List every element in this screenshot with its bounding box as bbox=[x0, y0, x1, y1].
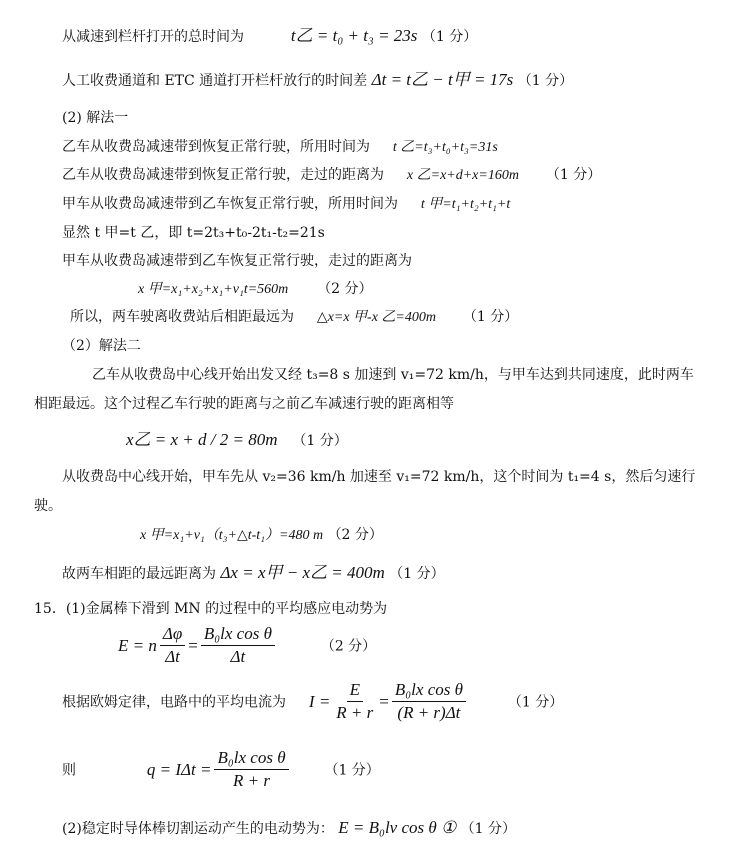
score: （1 分） bbox=[517, 73, 574, 89]
line-jia-distance-text: 甲车从收费岛减速带到乙车恢复正常行驶，走过的距离为 bbox=[62, 253, 412, 269]
text: 根据欧姆定律，电路中的平均电流为 bbox=[62, 694, 286, 711]
score: （1 分） bbox=[421, 29, 478, 45]
equation: x 甲=x₁+v₁（t₃+△t-t₁）=480 m bbox=[140, 528, 324, 543]
text: 所以，两车驶离收费站后相距最远为 bbox=[70, 309, 294, 325]
score: （1 分） bbox=[389, 566, 445, 582]
text: 人工收费通道和 ETC 通道打开栏杆放行的时间差 bbox=[62, 73, 368, 89]
paragraph-method2-line2: 相距最远。这个过程乙车行驶的距离与之前乙车减速行驶的距离相等 bbox=[34, 396, 454, 412]
line-steady-emf bbox=[62, 818, 516, 838]
text: 甲车从收费岛减速带到乙车恢复正常行驶，所用时间为 bbox=[62, 196, 398, 212]
question-15-heading: 15．(1)金属棒下滑到 MN 的过程中的平均感应电动势为 bbox=[34, 601, 388, 617]
equation: Δx = x甲 − x乙 = 400m bbox=[220, 563, 385, 582]
paragraph-jia-line1: 从收费岛中心线开始，甲车先从 v₂=36 km/h 加速至 v₁=72 km/h，这个时间为 t₁=4 s，然后匀速行 bbox=[62, 469, 696, 485]
equation: x乙 = x + d / 2 = 80m bbox=[126, 430, 278, 449]
fraction: $\frac{\text{B₀lx cos θ}}{\Delta t}$ bbox=[201, 624, 275, 668]
text: 则 bbox=[62, 762, 76, 779]
equation: △x=x 甲-x 乙=400m bbox=[316, 310, 436, 325]
equation: Δt = t乙 − t甲 = 17s bbox=[371, 70, 514, 89]
line-yi-time bbox=[62, 139, 498, 157]
text: 乙车从收费岛减速带到恢复正常行驶，走过的距离为 bbox=[62, 167, 384, 183]
equation: t 乙=t₃+t₀+t₃=31s bbox=[392, 140, 498, 155]
score: （1 分） bbox=[324, 762, 380, 779]
score: （1 分） bbox=[507, 694, 564, 711]
text: (2)稳定时导体棒切割运动产生的电动势为： bbox=[62, 821, 334, 837]
text: 乙车从收费岛减速带到恢复正常行驶，所用时间为 bbox=[62, 139, 370, 155]
equation-lhs: E = n bbox=[118, 635, 157, 655]
score: （2 分） bbox=[317, 281, 373, 297]
text: 从减速到栏杆打开的总时间为 bbox=[62, 29, 244, 45]
score: （1 分） bbox=[545, 167, 602, 183]
fraction: $\frac{\Delta\varphi}{\Delta t}$ bbox=[160, 624, 185, 668]
equation: t 甲=t₁+t₂+t₁+t bbox=[420, 197, 511, 212]
equation: x 甲=x₁+x₂+x₁+v₁t=560m bbox=[138, 282, 289, 297]
equation: x 乙=x+d+x=160m bbox=[406, 168, 519, 183]
line-charge: 则 q = IΔt = $\frac{\text{B₀lx cos θ}}{R + r}$ （1 分） bbox=[62, 748, 380, 791]
fraction: $\frac{E}{R + r}$ bbox=[336, 680, 374, 723]
line-time-diff bbox=[62, 70, 573, 90]
line-yi-distance bbox=[62, 167, 601, 185]
score: （2 分） bbox=[327, 527, 383, 543]
equation: E = B₀lv cos θ ① bbox=[338, 818, 457, 837]
text: 故两车相距的最远距离为 bbox=[62, 566, 216, 582]
fraction: $\frac{\text{B₀lx cos θ}}{R + r}$ bbox=[214, 748, 288, 792]
line-jia-distance-eq bbox=[138, 281, 373, 299]
paragraph-method2-line1: 乙车从收费岛中心线开始出发又经 t₃=8 s 加速到 v₁=72 km/h，与甲车达到共同速度，此时两车 bbox=[92, 367, 694, 383]
equation-emf: E = n $\frac{\Delta\varphi}{\Delta t}$ = $\frac{\text{B₀lx cos θ}}{\Delta t}$ （2 分） bbox=[118, 624, 377, 667]
score: （1 分） bbox=[292, 433, 348, 449]
line-max-distance-2 bbox=[62, 563, 445, 583]
line-jia-eq bbox=[140, 527, 383, 545]
line-total-time bbox=[62, 26, 477, 46]
section-heading-method1: (2) 解法一 bbox=[62, 110, 129, 126]
line-ohm-law: 根据欧姆定律，电路中的平均电流为 I = $\frac{E}{R + r}$ = $\frac{\text{B₀lx cos θ}}{(R + r)\Delta t}$ （1 分） bbox=[62, 680, 564, 723]
line-yi-distance-eq bbox=[126, 430, 348, 450]
paragraph-jia-line2: 驶。 bbox=[34, 498, 62, 514]
fraction: $\frac{\text{B₀lx cos θ}}{(R + r)\Delta t}$ bbox=[392, 680, 466, 724]
line-jia-time bbox=[62, 196, 510, 214]
score: （1 分） bbox=[460, 821, 517, 837]
score: （1 分） bbox=[462, 309, 519, 325]
line-max-distance-1 bbox=[70, 309, 518, 327]
line-obviously: 显然 t 甲=t 乙，即 t=2t₃+t₀-2t₁-t₂=21s bbox=[62, 225, 325, 241]
equation: t乙 = t₀ + t₃ = 23s bbox=[290, 26, 418, 45]
score: （2 分） bbox=[320, 638, 377, 655]
section-heading-method2: （2）解法二 bbox=[62, 338, 141, 354]
